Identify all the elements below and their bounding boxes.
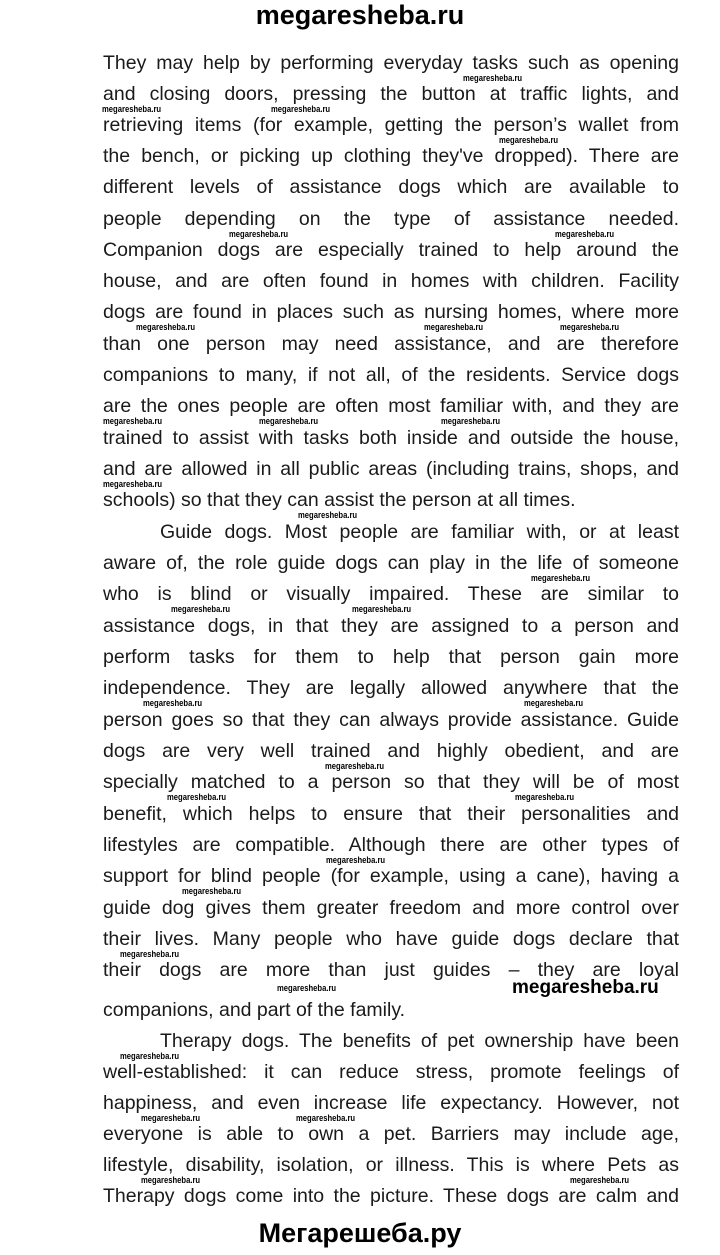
text-line: different levels of assistance dogs which are available to xyxy=(103,176,679,198)
watermark: megaresheba.ru xyxy=(298,510,358,520)
text-line: retrieving items (for example, getting the person’s wallet from xyxy=(103,114,679,136)
watermark: megaresheba.ru xyxy=(326,855,386,865)
text-line: independence. They are legally allowed anywhere that the xyxy=(103,677,679,699)
site-header: megaresheba.ru xyxy=(255,0,465,30)
watermark: megaresheba.ru xyxy=(463,73,523,83)
watermark-large: megaresheba.ru xyxy=(512,977,659,998)
watermark: megaresheba.ru xyxy=(424,322,484,332)
watermark: megaresheba.ru xyxy=(141,1175,201,1185)
text-line: trained to assist with tasks both inside and outside the house, xyxy=(103,427,679,449)
text-line: and are allowed in all public areas (including trains, shops, and xyxy=(103,458,679,480)
text-line: companions, and part of the family. xyxy=(103,999,406,1021)
text-line: schools) so that they can assist the person at all times. xyxy=(103,489,576,511)
watermark: megaresheba.ru xyxy=(524,698,584,708)
text-line: benefit, which helps to ensure that their personalities and xyxy=(103,803,679,825)
watermark: megaresheba.ru xyxy=(296,1113,356,1123)
watermark: megaresheba.ru xyxy=(570,1175,630,1185)
text-line: assistance dogs, in that they are assigned to a person and xyxy=(103,615,679,637)
watermark: megaresheba.ru xyxy=(555,229,615,239)
text-line: than one person may need assistance, and are therefore xyxy=(103,333,679,355)
watermark: megaresheba.ru xyxy=(499,135,559,145)
text-line: are the ones people are often most familiar with, and they are xyxy=(103,395,679,417)
watermark: megaresheba.ru xyxy=(171,604,231,614)
text-line: perform tasks for them to help that person gain more xyxy=(103,646,679,668)
paragraph-heading-line: Guide dogs. Most people are familiar with, or at least xyxy=(160,521,679,543)
watermark: megaresheba.ru xyxy=(229,229,289,239)
text-line: Companion dogs are especially trained to help around the xyxy=(103,239,679,261)
watermark: megaresheba.ru xyxy=(352,604,412,614)
text-line: dogs are very well trained and highly obedient, and are xyxy=(103,740,679,762)
text-line: people depending on the type of assistance needed. xyxy=(103,208,679,230)
text-line: and closing doors, pressing the button at traffic lights, and xyxy=(103,83,679,105)
text-line: dogs are found in places such as nursing homes, where more xyxy=(103,301,679,323)
watermark: megaresheba.ru xyxy=(103,479,163,489)
watermark: megaresheba.ru xyxy=(560,322,620,332)
text-line: They may help by performing everyday tasks such as opening xyxy=(103,52,679,74)
text-line: their lives. Many people who have guide dogs declare that xyxy=(103,928,679,950)
site-footer: Мегарешеба.ру xyxy=(258,1218,462,1248)
watermark: megaresheba.ru xyxy=(103,416,163,426)
paragraph-heading-line: Therapy dogs. The benefits of pet ownership have been xyxy=(160,1030,679,1052)
watermark: megaresheba.ru xyxy=(120,1051,180,1061)
watermark: megaresheba.ru xyxy=(271,104,331,114)
text-line: person goes so that they can always provide assistance. Guide xyxy=(103,709,679,731)
watermark: megaresheba.ru xyxy=(531,573,591,583)
text-line: everyone is able to own a pet. Barriers may include age, xyxy=(103,1123,679,1145)
watermark: megaresheba.ru xyxy=(277,983,337,993)
text-line: house, and are often found in homes with children. Facility xyxy=(103,270,679,292)
watermark: megaresheba.ru xyxy=(136,322,196,332)
text-line: companions to many, if not all, of the residents. Service dogs xyxy=(103,364,679,386)
text-line: well-established: it can reduce stress, promote feelings of xyxy=(103,1061,679,1083)
text-line: aware of, the role guide dogs can play in the life of someone xyxy=(103,552,679,574)
text-line: support for blind people (for example, using a cane), having a xyxy=(103,865,679,887)
text-line: their dogs are more than just guides – they are loyal xyxy=(103,959,679,981)
watermark: megaresheba.ru xyxy=(182,886,242,896)
text-line: who is blind or visually impaired. These are similar to xyxy=(103,583,679,605)
text-line: specially matched to a person so that they will be of most xyxy=(103,771,679,793)
text-line: lifestyle, disability, isolation, or illness. This is where Pets as xyxy=(103,1154,679,1176)
watermark: megaresheba.ru xyxy=(167,792,227,802)
watermark: megaresheba.ru xyxy=(325,761,385,771)
watermark: megaresheba.ru xyxy=(441,416,501,426)
text-line: guide dog gives them greater freedom and more control over xyxy=(103,897,679,919)
watermark: megaresheba.ru xyxy=(143,698,203,708)
watermark: megaresheba.ru xyxy=(515,792,575,802)
text-line: Therapy dogs come into the picture. These dogs are calm and xyxy=(103,1185,679,1207)
watermark: megaresheba.ru xyxy=(102,104,162,114)
text-line: lifestyles are compatible. Although there are other types of xyxy=(103,834,679,856)
text-line: the bench, or picking up clothing they've dropped). There are xyxy=(103,145,679,167)
watermark: megaresheba.ru xyxy=(259,416,319,426)
text-line: happiness, and even increase life expectancy. However, not xyxy=(103,1092,679,1114)
watermark: megaresheba.ru xyxy=(141,1113,201,1123)
watermark: megaresheba.ru xyxy=(120,949,180,959)
